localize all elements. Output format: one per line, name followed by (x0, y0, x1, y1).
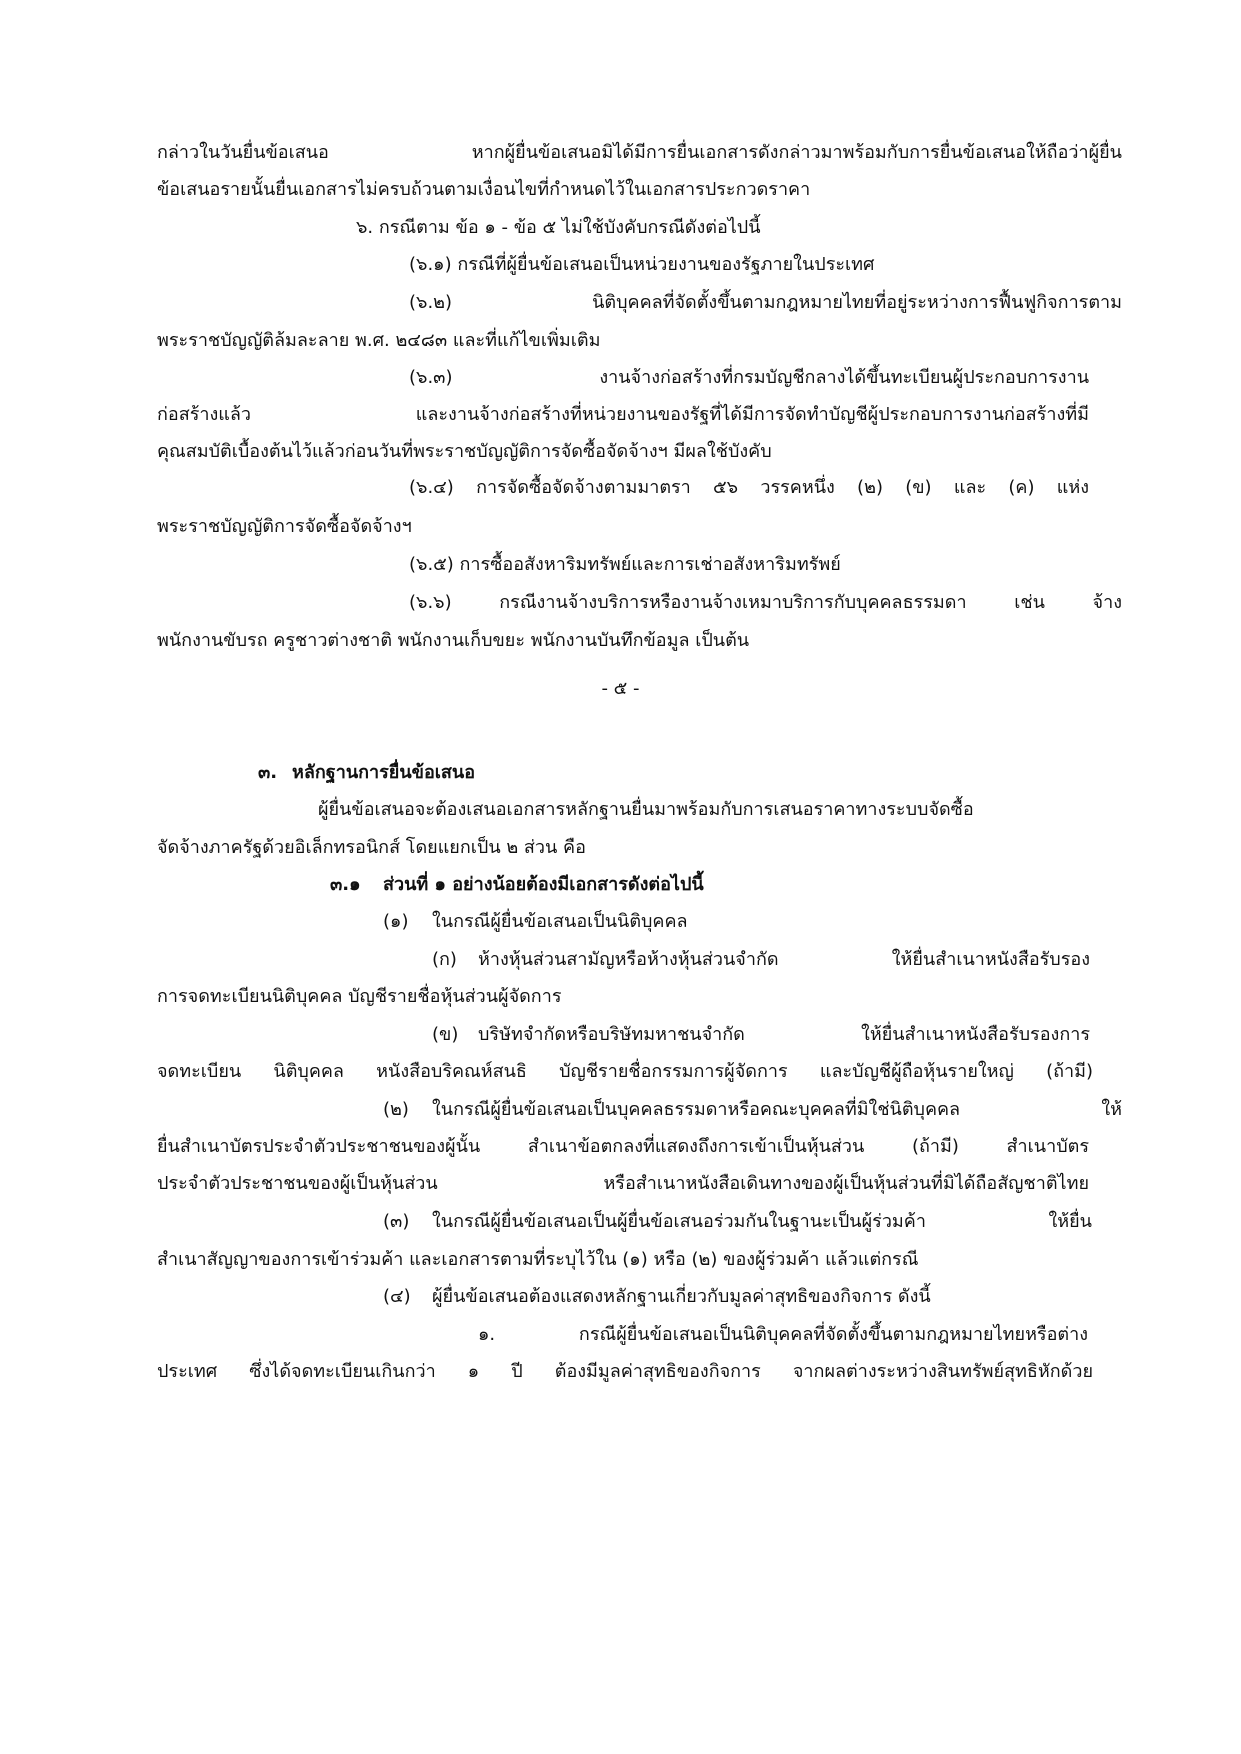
item-6-1: (๖.๑) กรณีที่ผู้ยื่นข้อเสนอเป็นหน่วยงานของรัฐภายในประเทศ (409, 254, 875, 275)
paragraph-line: ก่อสร้างแล้ว และงานจ้างก่อสร้างที่หน่วยงานของรัฐที่ได้มีการจัดทำบัญชีผู้ประกอบการงานก่อสร้างที่มี (157, 404, 1089, 425)
item-6: ๖. กรณีตาม ข้อ ๑ - ข้อ ๕ ไม่ใช้บังคับกรณีดังต่อไปนี้ (356, 217, 761, 238)
paragraph-line: คุณสมบัติเบื้องต้นไว้แล้วก่อนวันที่พระราชบัญญัติการจัดซื้อจัดจ้างฯ มีผลใช้บังคับ (157, 441, 772, 462)
item-number: (๔) (383, 1286, 411, 1307)
item-text: ๑. กรณีผู้ยื่นข้อเสนอเป็นนิติบุคคลที่จัดตั้งขึ้นตามกฎหมายไทยหรือต่าง (478, 1324, 1088, 1345)
item-text: ในกรณีผู้ยื่นข้อเสนอเป็นบุคคลธรรมดาหรือคณะบุคคลที่มิใช่นิติบุคคล ให้ (432, 1099, 1122, 1120)
paragraph-line: กล่าวในวันยื่นข้อเสนอ หากผู้ยื่นข้อเสนอมิได้มีการยื่นเอกสารดังกล่าวมาพร้อมกับการยื่นข้อเสนอให้ถือว่าผู้ยื่น (157, 142, 1122, 163)
item-number: (๒) (383, 1099, 409, 1120)
item-text: ในกรณีผู้ยื่นข้อเสนอเป็นนิติบุคคล (432, 911, 688, 932)
subsection-title: ส่วนที่ ๑ อย่างน้อยต้องมีเอกสารดังต่อไปนี้ (383, 874, 704, 895)
paragraph-line: ประจำตัวประชาชนของผู้เป็นหุ้นส่วน หรือสำเนาหนังสือเดินทางของผู้เป็นหุ้นส่วนที่มิได้ถือสัญชาติไทย (157, 1173, 1089, 1194)
item-text: บริษัทจำกัดหรือบริษัทมหาชนจำกัด ให้ยื่นสำเนาหนังสือรับรองการ (478, 1024, 1090, 1045)
item-number: (๓) (383, 1211, 410, 1232)
item-6-3: (๖.๓) งานจ้างก่อสร้างที่กรมบัญชีกลางได้ขึ้นทะเบียนผู้ประกอบการงาน (409, 367, 1089, 388)
paragraph-line: ยื่นสำเนาบัตรประจำตัวประชาชนของผู้นั้น สำเนาข้อตกลงที่แสดงถึงการเข้าเป็นหุ้นส่วน (ถ้ามี) สำเนาบัตร (157, 1136, 1089, 1157)
paragraph-line: พระราชบัญญัติการจัดซื้อจัดจ้างฯ (157, 516, 412, 537)
item-text: ห้างหุ้นส่วนสามัญหรือห้างหุ้นส่วนจำกัด ให้ยื่นสำเนาหนังสือรับรอง (478, 949, 1090, 970)
item-number: (๑) (383, 911, 409, 932)
item-number: (ก) (432, 949, 457, 970)
paragraph-line: พนักงานขับรถ ครูชาวต่างชาติ พนักงานเก็บขยะ พนักงานบันทึกข้อมูล เป็นต้น (157, 630, 750, 651)
section-number: ๓. (258, 762, 278, 783)
item-text: ผู้ยื่นข้อเสนอต้องแสดงหลักฐานเกี่ยวกับมูลค่าสุทธิของกิจการ ดังนี้ (432, 1286, 931, 1307)
paragraph-line: ผู้ยื่นข้อเสนอจะต้องเสนอเอกสารหลักฐานยื่นมาพร้อมกับการเสนอราคาทางระบบจัดซื้อ (318, 799, 974, 820)
item-6-2: (๖.๒) นิติบุคคลที่จัดตั้งขึ้นตามกฎหมายไทยที่อยู่ระหว่างการฟื้นฟูกิจการตาม (409, 292, 1122, 313)
item-number: (ข) (432, 1024, 459, 1045)
paragraph-line: ข้อเสนอรายนั้นยื่นเอกสารไม่ครบถ้วนตามเงื่อนไขที่กำหนดไว้ในเอกสารประกวดราคา (157, 179, 811, 200)
subsection-number: ๓.๑ (330, 874, 361, 895)
item-6-5: (๖.๕) การซื้ออสังหาริมทรัพย์และการเช่าอสังหาริมทรัพย์ (409, 554, 841, 575)
paragraph-line: พระราชบัญญัติล้มละลาย พ.ศ. ๒๔๘๓ และที่แก้ไขเพิ่มเติม (157, 330, 601, 351)
item-6-6: (๖.๖) กรณีงานจ้างบริการหรืองานจ้างเหมาบริการกับบุคคลธรรมดา เช่น จ้าง (409, 592, 1122, 613)
item-6-4: (๖.๔) การจัดซื้อจัดจ้างตามมาตรา ๕๖ วรรคหนึ่ง (๒) (ข) และ (ค) แห่ง (409, 477, 1089, 498)
paragraph-line: จัดจ้างภาครัฐด้วยอิเล็กทรอนิกส์ โดยแยกเป็น ๒ ส่วน คือ (157, 837, 586, 858)
paragraph-line: สำเนาสัญญาของการเข้าร่วมค้า และเอกสารตามที่ระบุไว้ใน (๑) หรือ (๒) ของผู้ร่วมค้า แล้วแต่กรณี (157, 1249, 919, 1270)
paragraph-line: การจดทะเบียนนิติบุคคล บัญชีรายชื่อหุ้นส่วนผู้จัดการ (157, 986, 562, 1007)
page-number: - ๕ - (601, 678, 640, 699)
paragraph-line: จดทะเบียน นิติบุคคล หนังสือบริคณห์สนธิ บัญชีรายชื่อกรรมการผู้จัดการ และบัญชีผู้ถือหุ้นรายใหญ่ (ถ้ามี) (157, 1061, 1093, 1082)
section-title: หลักฐานการยื่นข้อเสนอ (292, 762, 476, 783)
paragraph-line: ประเทศ ซึ่งได้จดทะเบียนเกินกว่า ๑ ปี ต้องมีมูลค่าสุทธิของกิจการ จากผลต่างระหว่างสินทรัพย์สุทธิหักด้วย (157, 1361, 1093, 1382)
item-text: ในกรณีผู้ยื่นข้อเสนอเป็นผู้ยื่นข้อเสนอร่วมกันในฐานะเป็นผู้ร่วมค้า ให้ยื่น (432, 1211, 1092, 1232)
